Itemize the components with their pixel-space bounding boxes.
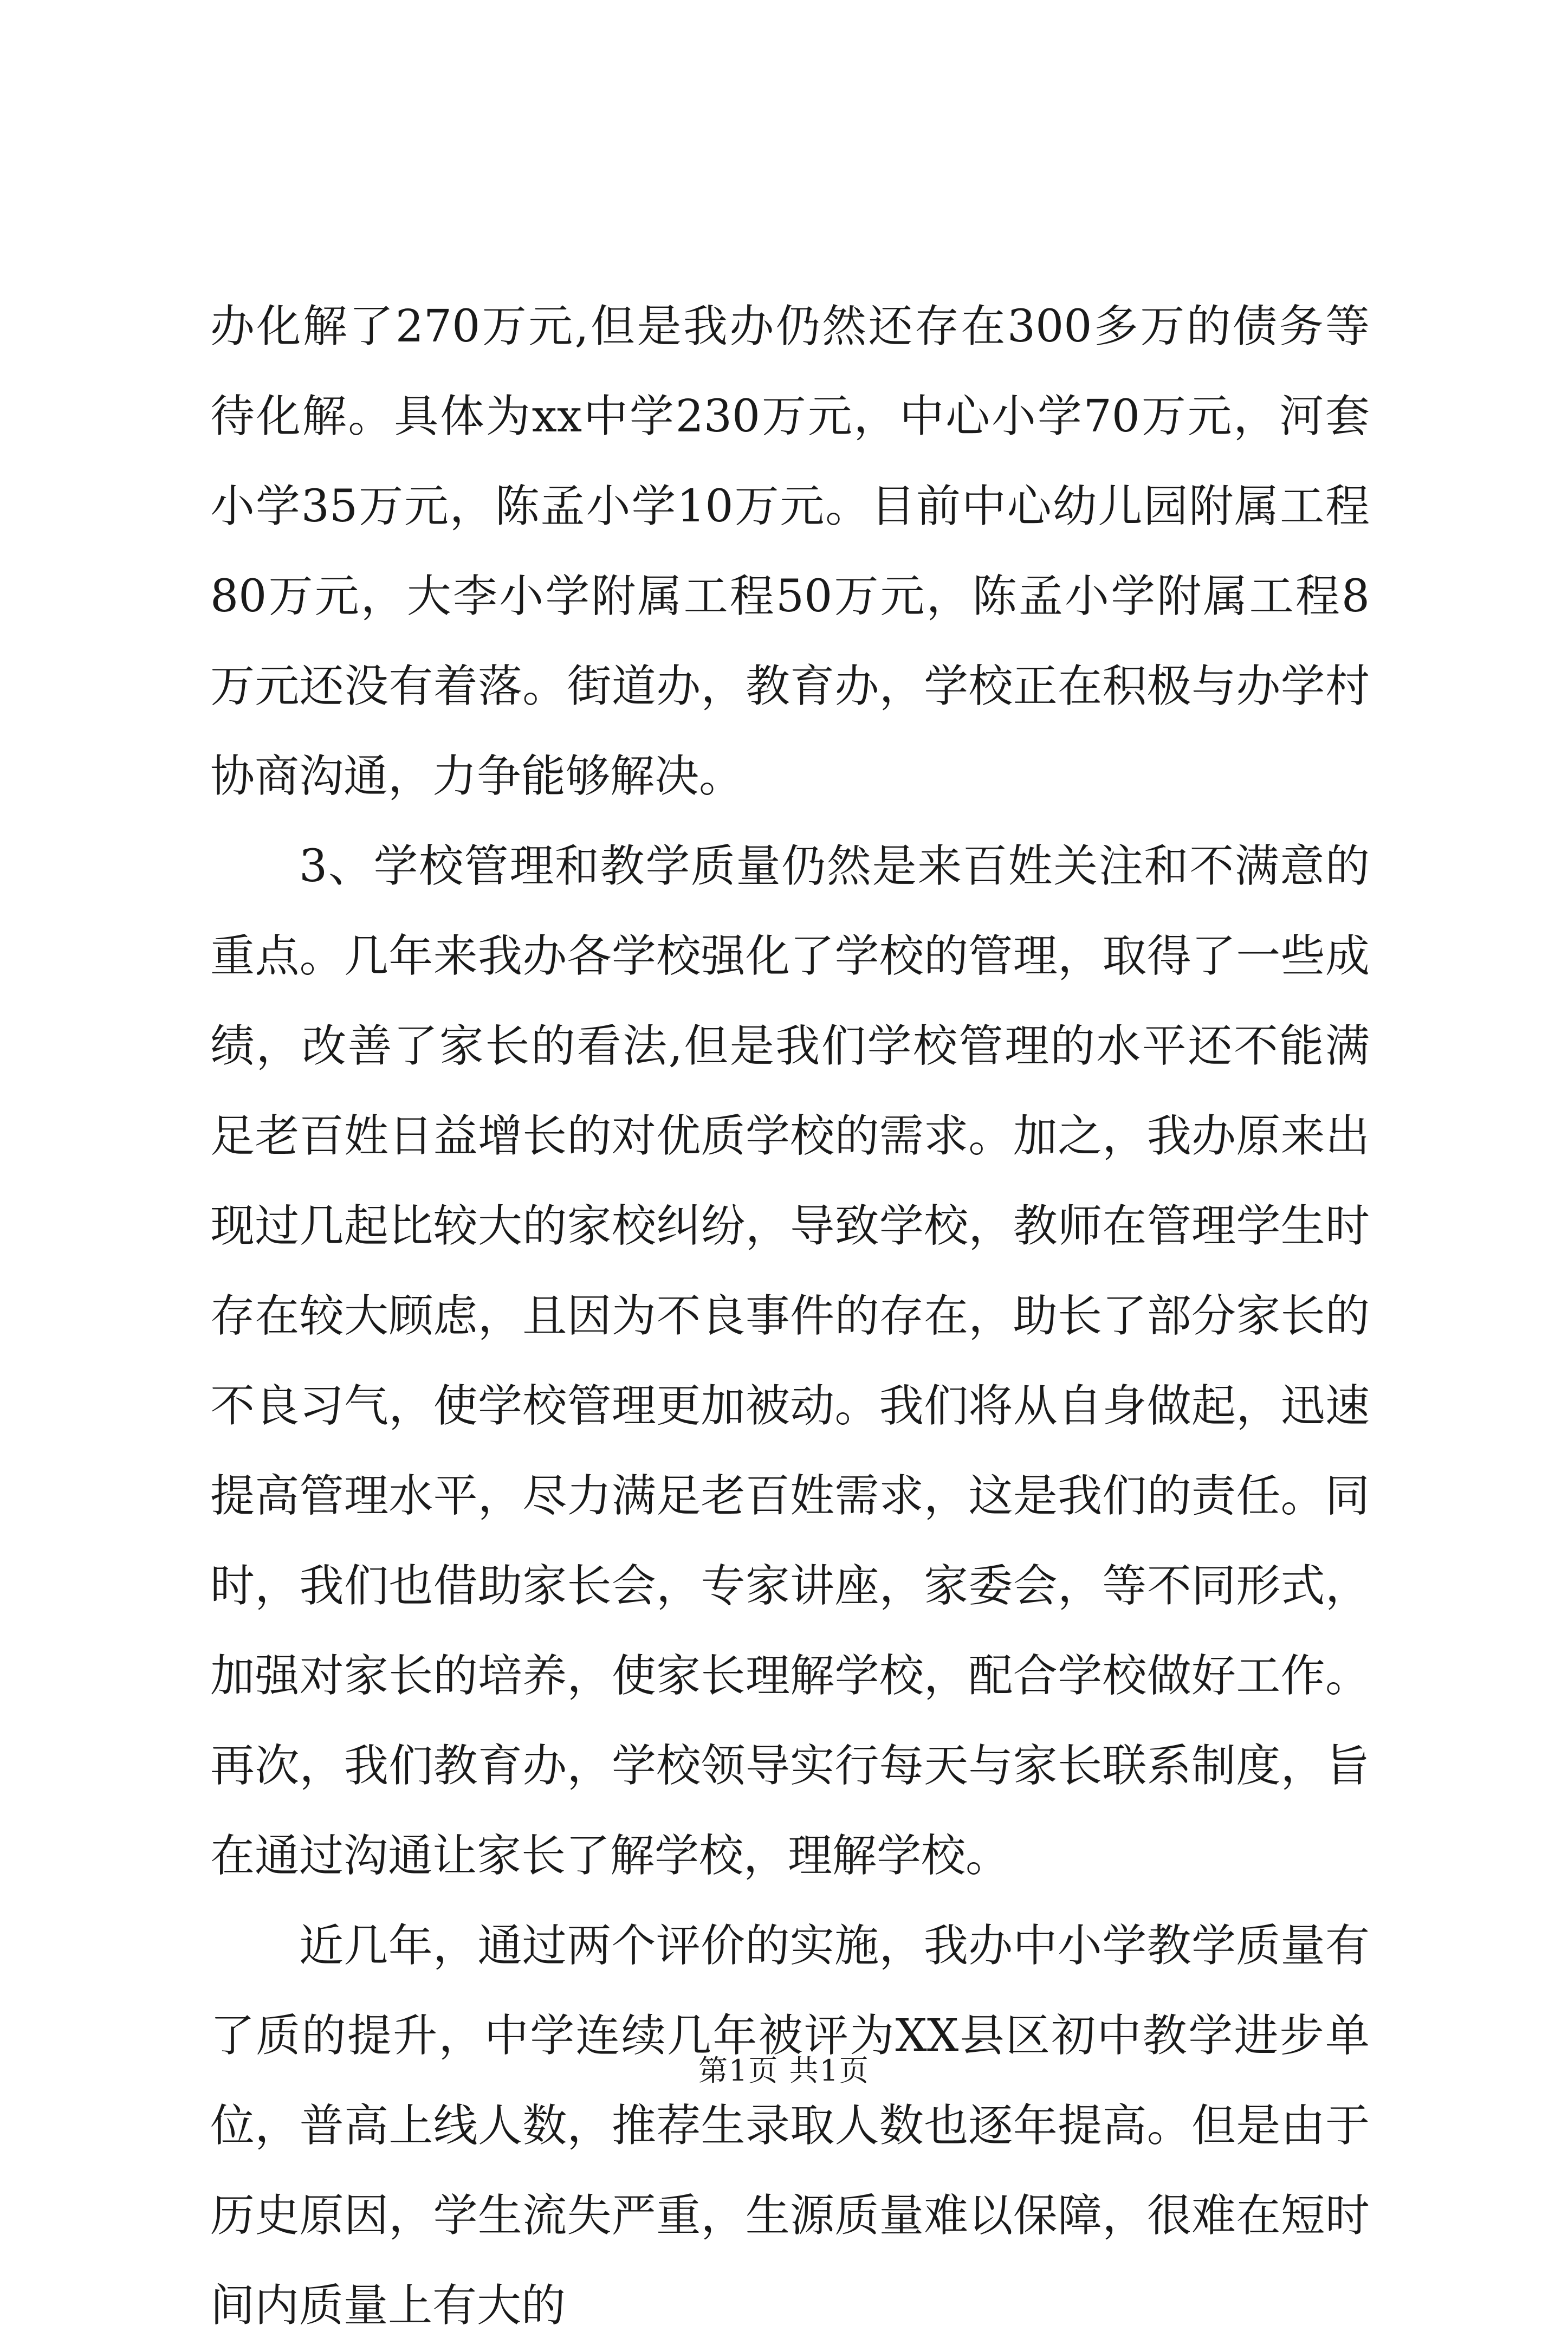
page-footer: 第1页 共1页 [698,2053,870,2088]
paragraph-teaching-quality: 近几年，通过两个评价的实施，我办中小学教学质量有了质的提升，中学连续几年被评为XX县区初中教学进步单位，普高上线人数，推荐生录取人数也逐年提高。但是由于历史原因，学生流失严重，生源质量难以保障，很难在短时间内质量上有大的 [210,1920,1370,2331]
document-body [210,282,1370,2351]
paragraph-debt: 办化解了270万元,但是我办仍然还存在300多万的债务等待化解。具体为xx中学230万元，中心小学70万元，河套小学35万元，陈孟小学10万元。目前中心幼儿园附属工程80万元，大李小学附属工程50万元，陈孟小学附属工程8万元还没有着落。街道办，教育办，学校正在积极与办学村协商沟通，力争能够解决。 [210,301,1370,802]
paragraph-school-management: 3、学校管理和教学质量仍然是来百姓关注和不满意的重点。几年来我办各学校强化了学校的管理，取得了一些成绩，改善了家长的看法,但是我们学校管理的水平还不能满足老百姓日益增长的对优质学校的需求。加之，我办原来出现过几起比较大的家校纠纷，导致学校，教师在管理学生时存在较大顾虑，且因为不良事件的存在，助长了部分家长的不良习气，使学校管理更加被动。我们将从自身做起，迅速提高管理水平，尽力满足老百姓需求，这是我们的责任。同时，我们也借助家长会，专家讲座，家委会，等不同形式，加强对家长的培养，使家长理解学校，配合学校做好工作。再次，我们教育办，学校领导实行每天与家长联系制度，旨在通过沟通让家长了解学校，理解学校。 [210,841,1370,1882]
